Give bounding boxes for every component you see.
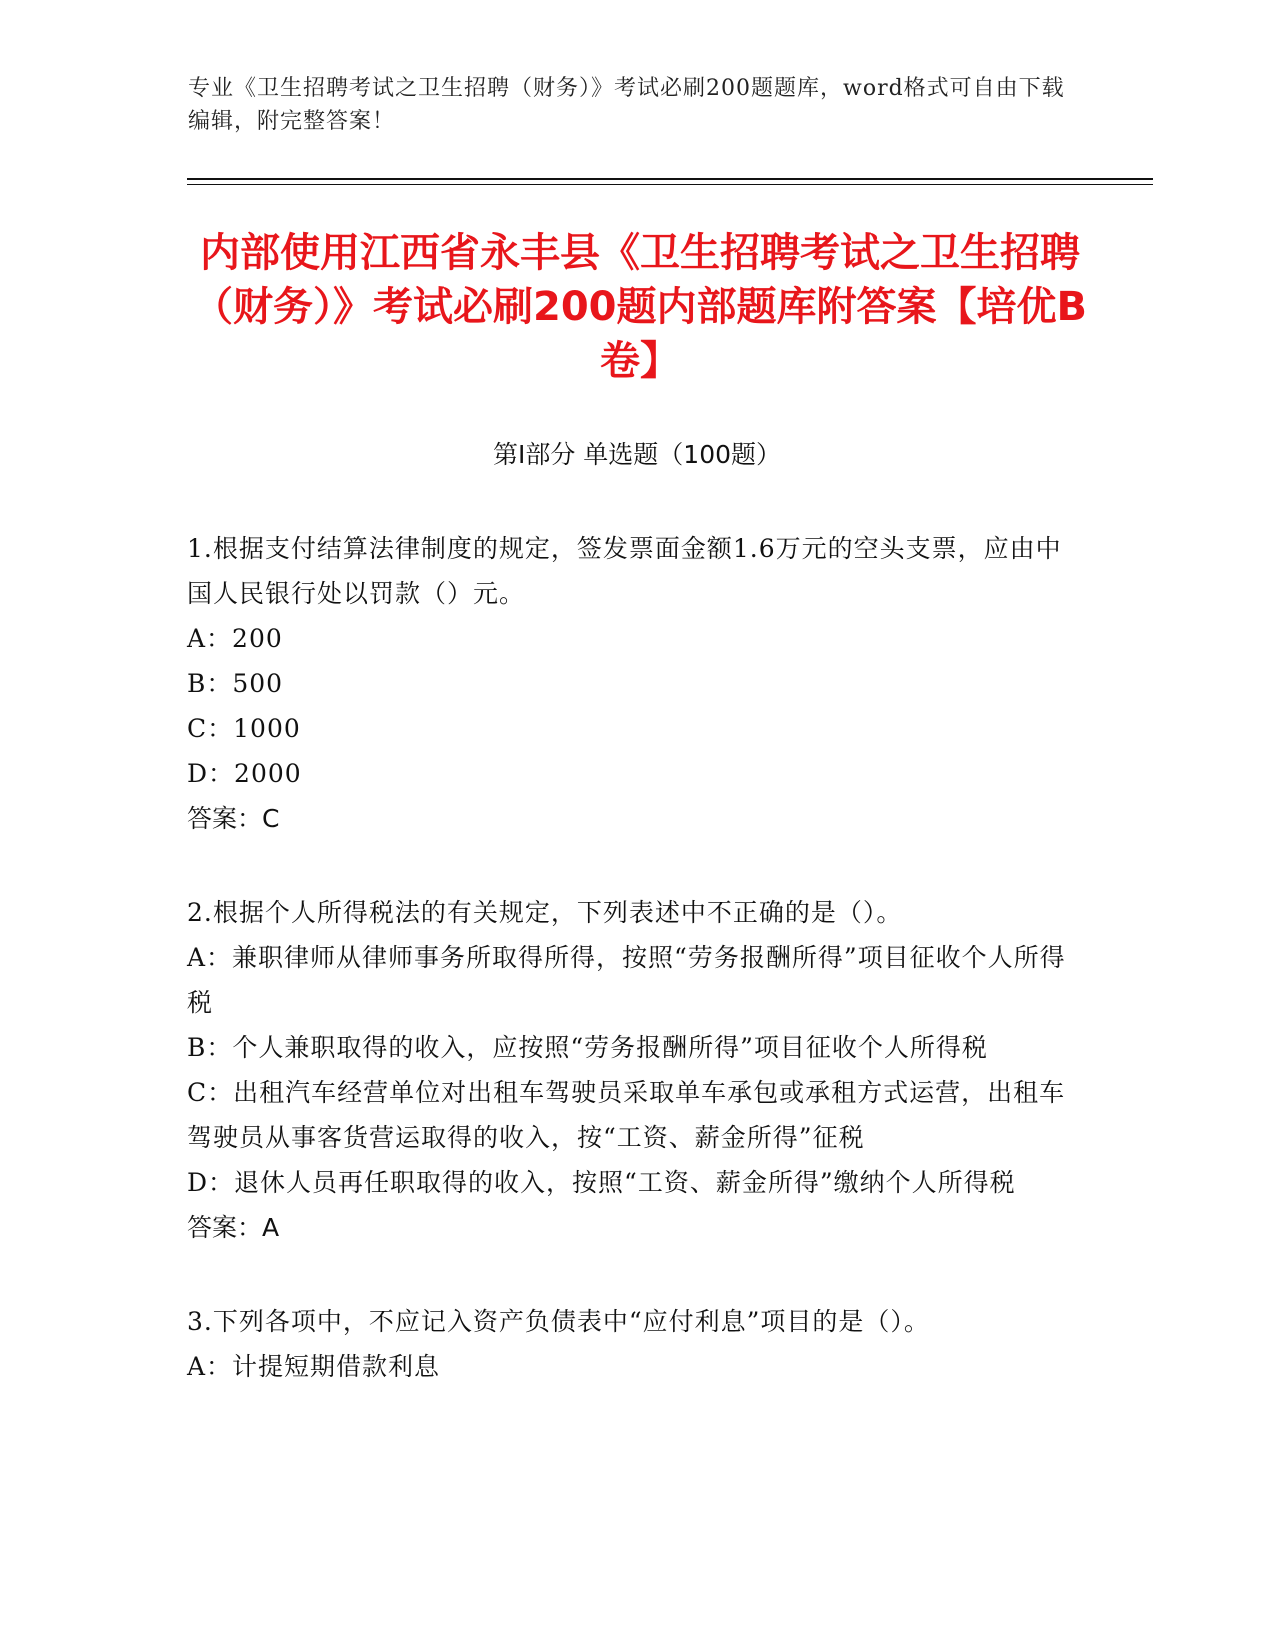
- header-divider-thick: [187, 178, 1153, 180]
- header-note: 专业《卫生招聘考试之卫生招聘（财务）》考试必刷200题题库，word格式可自由下载编辑，附完整答案！: [188, 76, 1065, 134]
- question-list: [187, 526, 1077, 1438]
- section-heading: 第I部分 单选题（100题）: [492, 440, 782, 469]
- header-divider-thin: [187, 184, 1153, 185]
- option-b: B：500: [187, 669, 284, 698]
- option-a: A：200: [187, 624, 283, 653]
- question-1: [187, 526, 1077, 841]
- question-text: 1.根据支付结算法律制度的规定，签发票面金额1.6万元的空头支票，应由中国人民银行处以罚款（）元。: [187, 534, 1062, 608]
- question-3: [187, 1299, 1077, 1389]
- question-text: 3.下列各项中，不应记入资产负债表中“应付利息”项目的是（）。: [187, 1307, 930, 1336]
- option-d: D：2000: [187, 759, 302, 788]
- document-title: 内部使用江西省永丰县《卫生招聘考试之卫生招聘（财务）》考试必刷200题内部题库附答案【培优B卷】: [193, 230, 1087, 384]
- option-a: A：计提短期借款利息: [187, 1352, 441, 1381]
- option-d: D：退休人员再任职取得的收入，按照“工资、薪金所得”缴纳个人所得税: [187, 1168, 1016, 1197]
- option-b: B：个人兼职取得的收入，应按照“劳务报酬所得”项目征收个人所得税: [187, 1033, 988, 1062]
- answer: 答案：C: [187, 804, 280, 833]
- option-c: C：1000: [187, 714, 301, 743]
- question-2: [187, 890, 1077, 1250]
- question-text: 2.根据个人所得税法的有关规定，下列表述中不正确的是（）。: [187, 898, 903, 927]
- option-c: C：出租汽车经营单位对出租车驾驶员采取单车承包或承租方式运营，出租车驾驶员从事客货营运取得的收入，按“工资、薪金所得”征税: [187, 1078, 1066, 1152]
- option-a: A：兼职律师从律师事务所取得所得，按照“劳务报酬所得”项目征收个人所得税: [187, 943, 1066, 1017]
- answer: 答案：A: [187, 1213, 280, 1242]
